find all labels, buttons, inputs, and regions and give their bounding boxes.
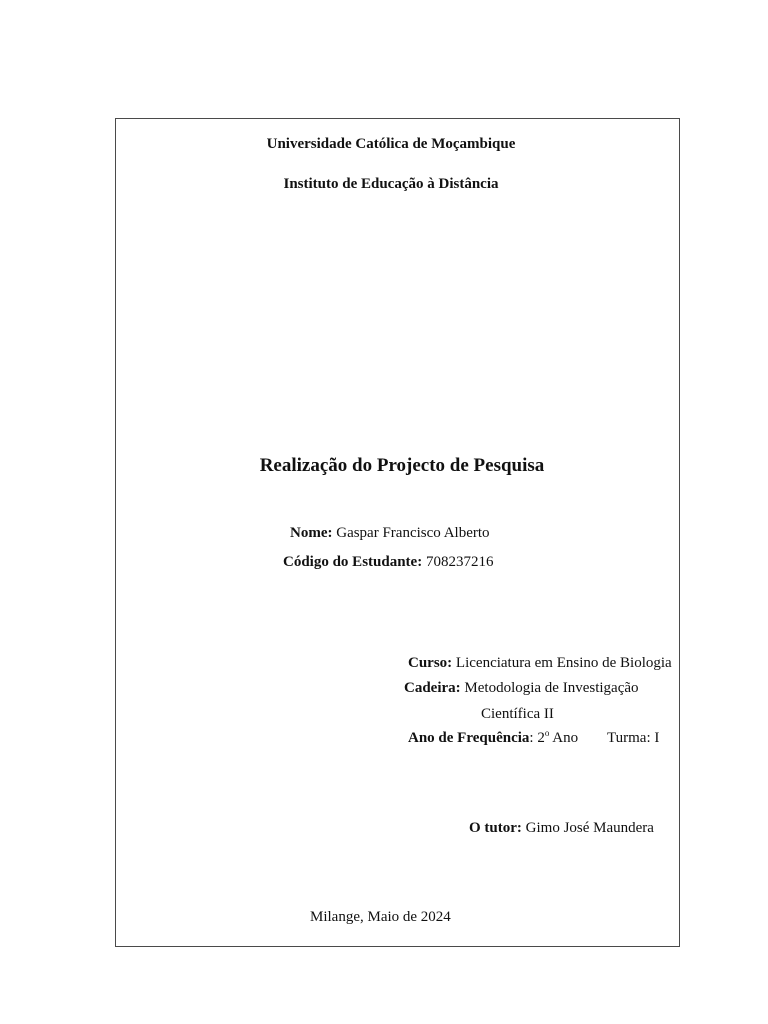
course-value: Licenciatura em Ensino de Biologia bbox=[452, 655, 672, 671]
tutor-value: Gimo José Maundera bbox=[521, 820, 654, 836]
institute-name: Instituto de Educação à Distância bbox=[283, 176, 499, 192]
student-name-label: Nome: bbox=[290, 525, 333, 541]
tutor-label: O tutor: bbox=[469, 820, 522, 836]
student-code bbox=[283, 553, 493, 571]
subject-value-continued: Científica II bbox=[481, 706, 554, 722]
course-line bbox=[408, 654, 672, 672]
year-suffix: Ano bbox=[549, 730, 579, 746]
subject-line bbox=[404, 679, 639, 697]
class-value: Turma: I bbox=[607, 730, 660, 746]
year-ordinal: o bbox=[544, 728, 550, 738]
subject-value: Metodologia de Investigação bbox=[460, 680, 639, 696]
subject-label: Cadeira: bbox=[404, 680, 461, 696]
year-line bbox=[408, 729, 578, 747]
course-label: Curso: bbox=[408, 655, 453, 671]
year-separator: : 2 bbox=[529, 730, 545, 746]
student-name bbox=[290, 524, 490, 542]
tutor-line bbox=[469, 819, 654, 837]
year-label: Ano de Frequência bbox=[408, 730, 530, 746]
university-name: Universidade Católica de Moçambique bbox=[266, 136, 516, 152]
student-code-label: Código do Estudante: bbox=[283, 554, 423, 570]
student-code-value: 708237216 bbox=[422, 554, 494, 570]
document-title: Realização do Projecto de Pesquisa bbox=[259, 455, 545, 476]
place-date: Milange, Maio de 2024 bbox=[310, 909, 451, 925]
student-name-value: Gaspar Francisco Alberto bbox=[332, 525, 490, 541]
